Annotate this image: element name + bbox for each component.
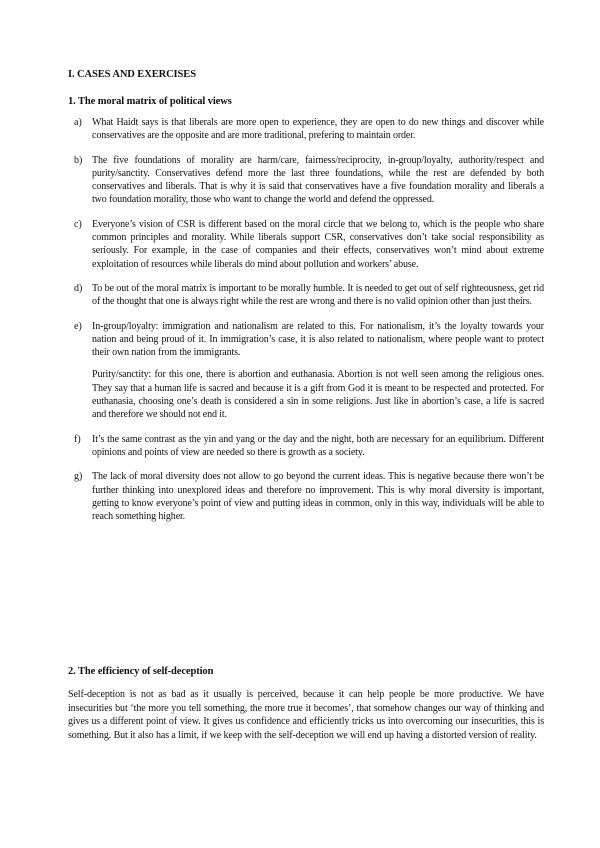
part2-title: 2. The efficiency of self-deception [68,666,214,677]
item-marker: d) [74,282,83,294]
item-marker: g) [74,471,83,483]
item-marker: a) [74,117,82,128]
list-item [74,433,544,460]
list-item [74,470,544,523]
item-paragraph: In-group/loyalty: immigration and nationalism are related to this. For nationalism, it’s the loyalty towards your nation and being proud of it. In immigration’s case, it is also related to nationalism, where people want to protect their own nation from the immigrants. [92,320,544,359]
list-item [74,116,544,143]
list-item [74,282,544,309]
item-paragraph: Everyone’s vision of CSR is different based on the moral circle that we belong to, which is the people who share common principles and morality. While liberals support CSR, conservatives don’t take social responsibility as seriously. For example, in the case of companies and their effects, conservatives won’t mind about extreme exploitation of resources while liberals do mind about pollution and workers’ abuse. [92,218,544,270]
list-item [74,320,544,422]
answers-list [74,116,544,534]
item-marker: b) [74,154,83,166]
item-marker: c) [74,218,82,230]
section-title: I. CASES AND EXERCISES [68,69,196,80]
part1-title: 1. The moral matrix of political views [68,96,232,107]
item-paragraph: To be out of the moral matrix is important to be morally humble. It is needed to get out of self righteousness, get rid of the thought that one is always right while the rest are wrong and there is no valid opinion other than just theirs. [92,282,544,308]
item-paragraph: It’s the same contrast as the yin and yang or the day and the night, both are necessary for an equilibrium. Different opinions and points of view are needed so there is growth as a society. [92,433,544,458]
item-paragraph: The five foundations of morality are harm/care, fairness/reciprocity, in-group/loyalty, authority/respect and purity/sanctity. Conservatives defend more the last three foundations, while the rest are defended by both conservatives and liberals. That is why it is said that conservatives have a five foundation morality and liberals a two foundation morality, those who want to change the world and defend the oppressed. [92,154,544,206]
item-marker: f) [74,433,81,445]
list-item [74,154,544,207]
item-paragraph: Purity/sanctity: for this one, there is abortion and euthanasia. Abortion is not well seen among the religious ones. They say that a human life is sacred and because it is a gift from God it is meant to be respected and protected. For euthanasia, choosing one’s death is considered a sin in some religions. Just like in abortion’s case, a life is sacred and therefore we should not end it. [92,369,544,421]
item-paragraph: What Haidt says is that liberals are more open to experience, they are open to do new things and discover while conservatives are the opposite and are more traditional, prefering to maintain order. [92,117,544,142]
part2-body: Self-deception is not as bad as it usually is perceived, because it can help people be more productive. We have insecurities but ‘the more you tell something, the more true it becomes’, that somehow changes our way of thinking and gives us a different point of view. It gives us confidence and efficiently tricks us into overcoming our insecurities, this is something. But it also has a limit, if we keep with the self-deception we will end up having a distorted version of reality. [68,689,544,741]
item-paragraph: The lack of moral diversity does not allow to go beyond the current ideas. This is negative because there won’t be further thinking into unexplored ideas and therefore no improvement. This is why moral diversity is important, getting to know everyone’s point of view and putting ideas in common, only in this way, individuals will be able to reach something higher. [92,471,544,523]
list-item [74,218,544,271]
item-marker: e) [74,320,82,332]
